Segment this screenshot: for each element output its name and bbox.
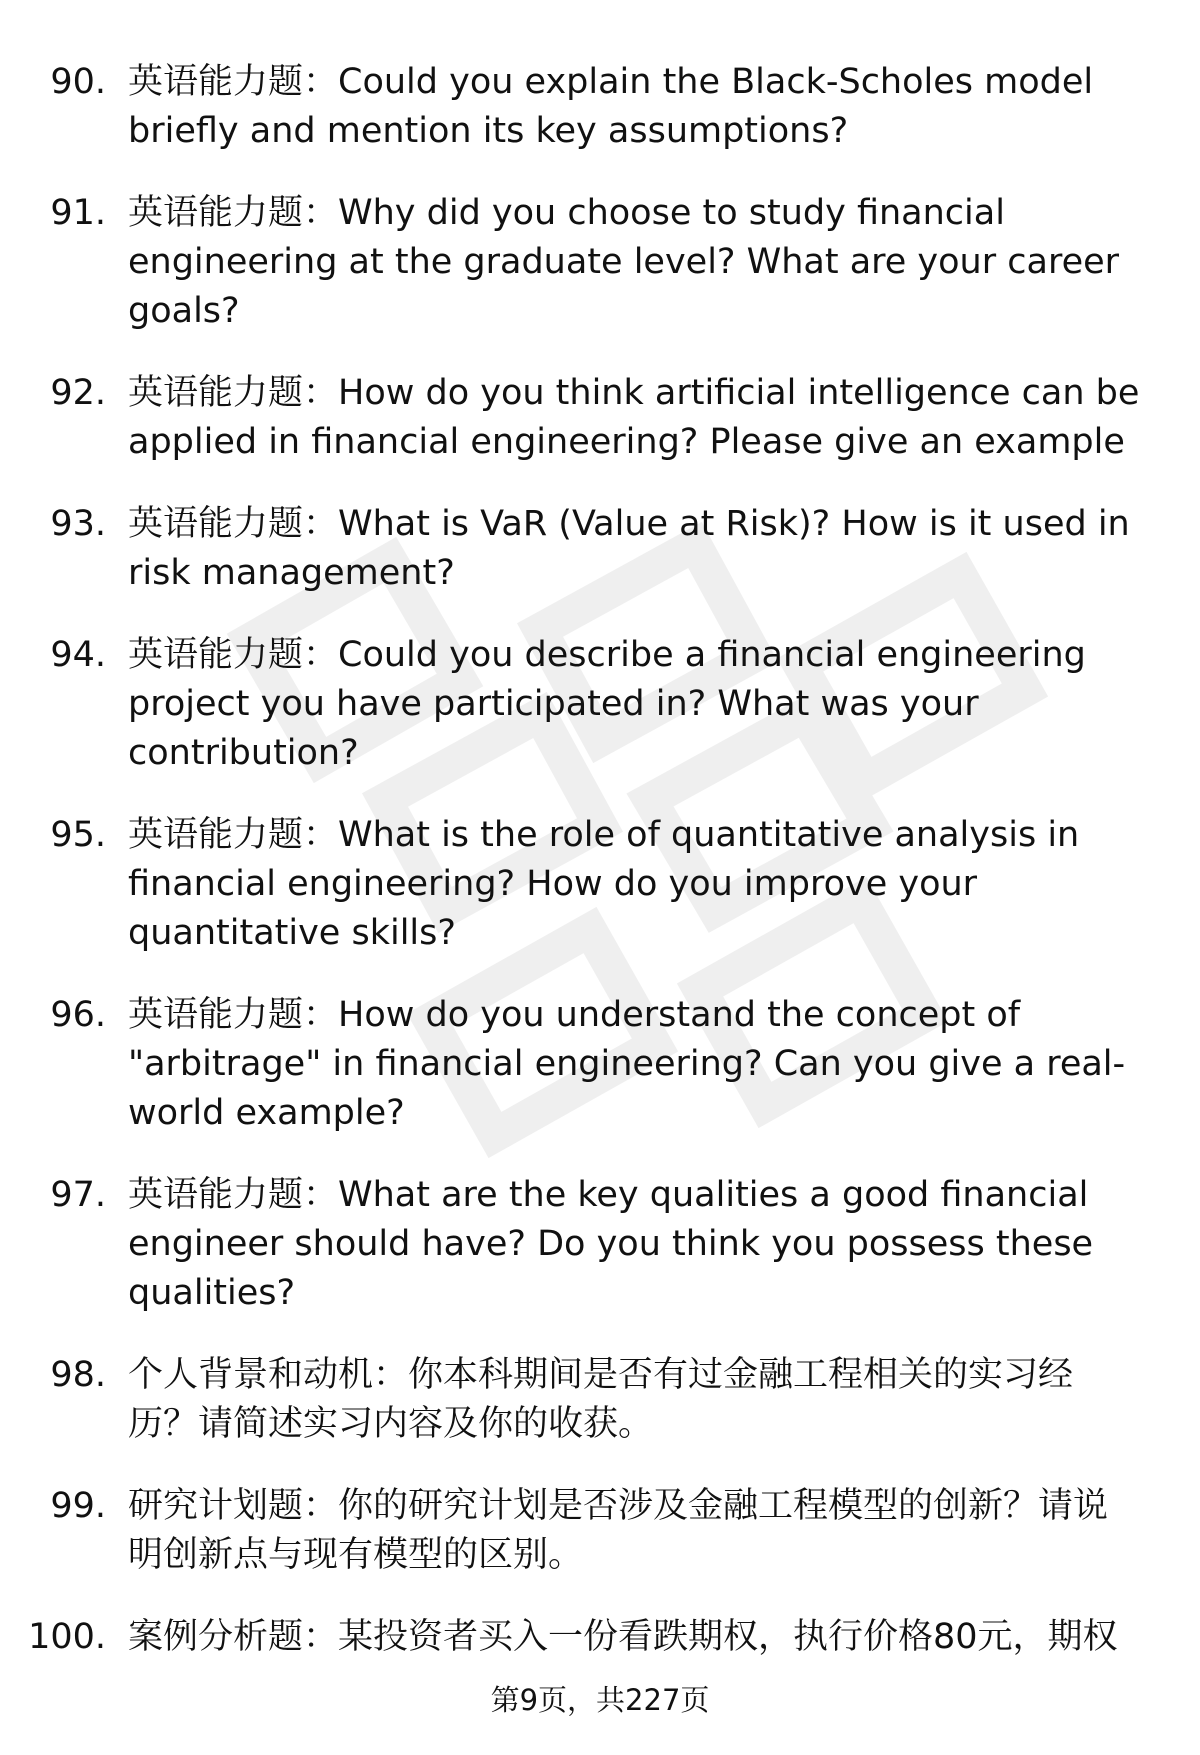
question-item-95 [0, 811, 1200, 958]
question-item-98 [0, 1351, 1200, 1449]
question-item-94 [0, 631, 1200, 778]
question-text: 英语能力题：What is VaR (Value at Risk)? How is it used in risk management? [128, 504, 1130, 593]
question-number: 97. [50, 1175, 106, 1215]
question-number: 96. [50, 995, 106, 1035]
question-text: 英语能力题：How do you think artificial intelligence can be applied in financial engineering? Please give an example [128, 373, 1140, 462]
question-number: 100. [28, 1617, 106, 1657]
question-number: 93. [50, 504, 106, 544]
question-number: 92. [50, 373, 106, 413]
question-item-93 [0, 500, 1200, 598]
question-item-99 [0, 1482, 1200, 1580]
question-list [0, 58, 1200, 1695]
question-number: 91. [50, 193, 106, 233]
question-number: 94. [50, 635, 106, 675]
page-footer: 第9页，共227页 [490, 1683, 710, 1717]
question-item-96 [0, 991, 1200, 1138]
question-item-92 [0, 369, 1200, 467]
question-item-91 [0, 189, 1200, 336]
question-text: 英语能力题：Could you describe a financial engineering project you have participated in? What was your contribution? [128, 635, 1086, 773]
question-item-90 [0, 58, 1200, 156]
question-text: 英语能力题：How do you understand the concept of "arbitrage" in financial engineering? Can you give a real-world example? [128, 995, 1126, 1133]
question-text: 英语能力题：Why did you choose to study financial engineering at the graduate level? What are your career goals? [128, 193, 1120, 331]
question-text: 研究计划题：你的研究计划是否涉及金融工程模型的创新？请说明创新点与现有模型的区别。 [128, 1486, 1109, 1575]
question-number: 98. [50, 1355, 106, 1395]
question-number: 95. [50, 815, 106, 855]
question-text: 英语能力题：Could you explain the Black-Scholes model briefly and mention its key assumptions? [128, 62, 1094, 151]
question-item-97 [0, 1171, 1200, 1318]
question-text: 英语能力题：What is the role of quantitative analysis in financial engineering? How do you improve your quantitative skills? [128, 815, 1080, 953]
question-number: 99. [50, 1486, 106, 1526]
question-item-100 [0, 1613, 1200, 1662]
question-text: 英语能力题：What are the key qualities a good financial engineer should have? Do you think you possess these qualities? [128, 1175, 1094, 1313]
question-text: 个人背景和动机：你本科期间是否有过金融工程相关的实习经历？请简述实习内容及你的收获。 [128, 1355, 1074, 1444]
question-number: 90. [50, 62, 106, 102]
question-text: 案例分析题：某投资者买入一份看跌期权，执行价格80元，期权 [128, 1617, 1118, 1657]
